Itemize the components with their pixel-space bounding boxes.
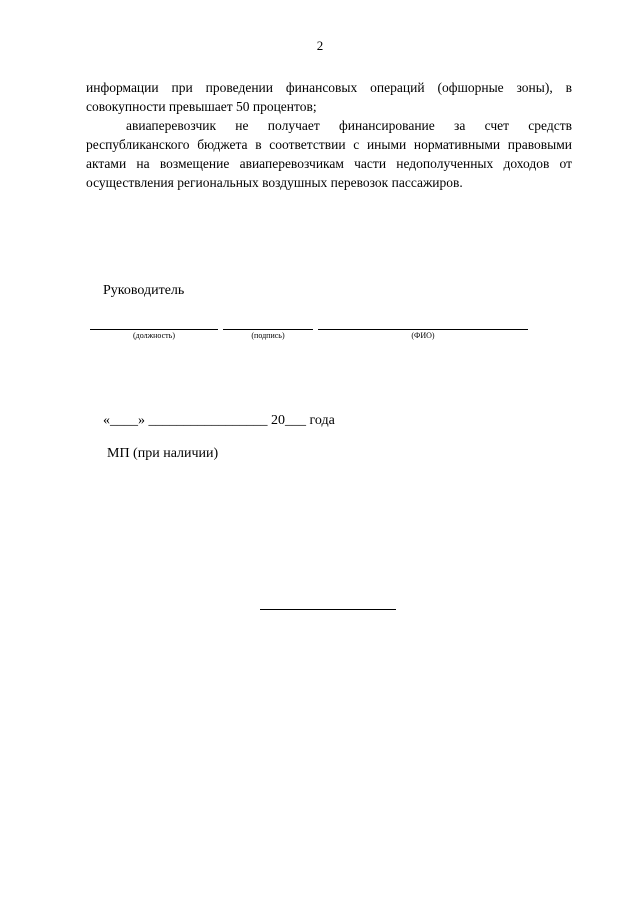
page-number: 2 <box>316 38 324 53</box>
name-caption: (ФИО) <box>411 331 435 340</box>
position-caption: (должность) <box>133 331 175 340</box>
position-field <box>90 329 218 340</box>
name-field <box>318 329 528 340</box>
paragraph-financing: авиаперевозчик не получает финансирование за счет средств республиканского бюджета в соответствии с иными нормативными правовыми актами на возмещение авиаперевозчикам части недополученных доходов от осуществления региональных воздушных перевозок пассажиров. <box>86 118 572 190</box>
end-divider <box>260 609 396 610</box>
signature-title: Руководитель <box>103 283 185 298</box>
signature-field <box>223 329 313 340</box>
paragraph-offshore: информации при проведении финансовых операций (офшорные зоны), в совокупности превышает 50 процентов; <box>86 80 572 114</box>
stamp-label: МП (при наличии) <box>107 446 219 461</box>
signature-row <box>90 318 530 348</box>
date-line: «____» _________________ 20___ года <box>103 413 335 428</box>
signature-caption: (подпись) <box>251 331 285 340</box>
